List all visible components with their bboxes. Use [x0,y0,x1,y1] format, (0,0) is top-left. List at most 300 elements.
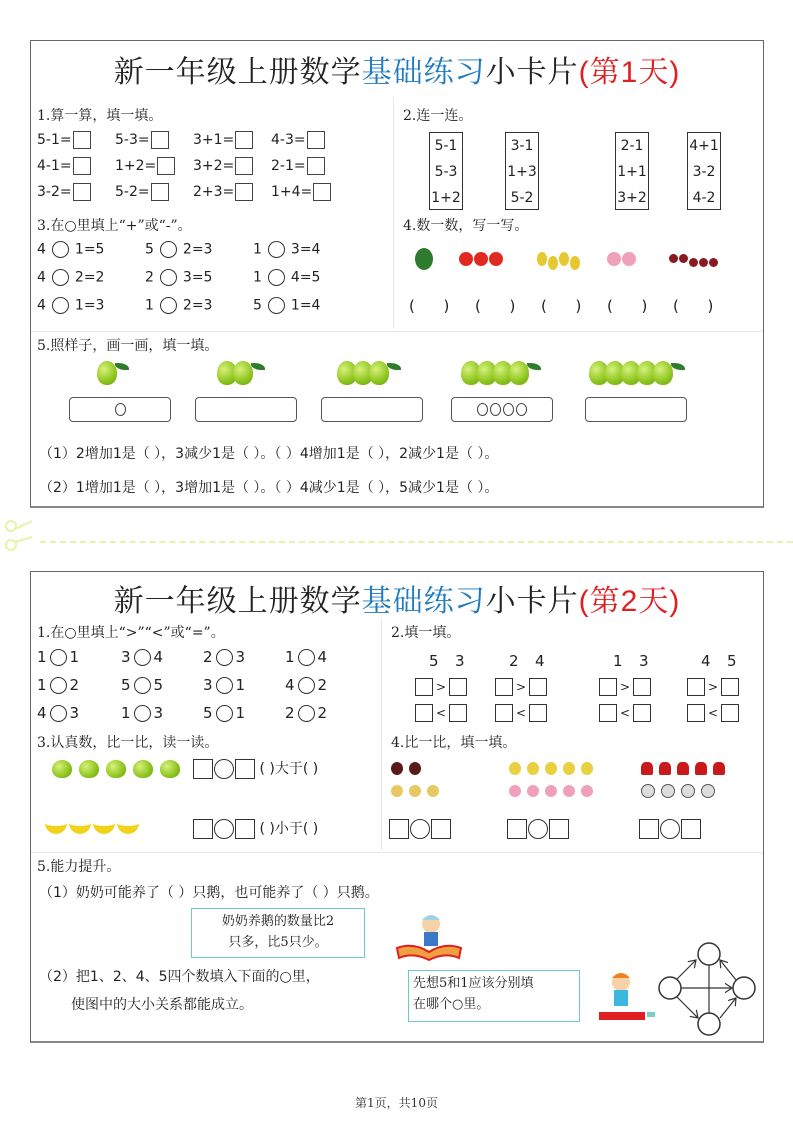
operand-result: 4=5 [290,269,321,286]
answer-box[interactable] [415,678,433,696]
equation [37,157,91,175]
sample-circle [490,403,501,416]
gt-sign: > [708,679,719,694]
operator-circle[interactable] [160,241,177,258]
equation [271,131,325,149]
operand: 1 [145,297,154,314]
hat-row [641,758,731,777]
equation [37,183,91,201]
card-title [31,47,763,91]
scissors-icon [4,517,34,553]
compare-item [203,676,245,694]
match-item[interactable]: 1+1 [617,164,647,180]
watermelon-group-icon [415,248,434,270]
pear-icon [548,256,558,270]
compare-circle[interactable] [216,705,233,722]
operator-circle[interactable] [268,269,285,286]
cut-line [40,541,793,543]
answer-box[interactable] [599,704,617,722]
answer-box[interactable] [313,183,331,201]
q5-line-1[interactable]: （1）2增加1是（ ），3减少1是（ ）。（ ）4增加1是（ ），2减少1是（ ）。 [39,446,499,462]
hat-icon [659,762,671,775]
chick-row [391,780,445,799]
compare-item [37,704,79,722]
answer-blank[interactable]: ( ) [673,297,714,315]
operator-circle[interactable] [268,297,285,314]
answer-box[interactable] [193,819,213,839]
left-number: 1 [121,704,131,722]
answer-box[interactable] [235,183,253,201]
apple-group [337,361,401,389]
leaf-icon [527,363,541,370]
left-number: 3 [203,676,213,694]
q2-heading: 2.填一填。 [391,625,461,641]
compare-item [285,676,327,694]
answer-box[interactable] [687,704,705,722]
compare-circle[interactable] [50,649,67,666]
operator-circle[interactable] [160,297,177,314]
equation [271,157,325,175]
answer-box[interactable] [633,704,651,722]
answer-blank[interactable]: ( ) [409,297,450,315]
answer-circle[interactable] [528,819,548,839]
pear-icon [581,762,593,775]
answer-box[interactable] [449,678,467,696]
compare-item [121,648,163,666]
apple-icon [133,760,153,778]
operand: 4 [37,269,46,286]
chick-icon [427,785,439,797]
pear-icon [559,252,569,266]
left-number: 1 [37,676,47,694]
left-number: 2 [203,648,213,666]
title-suffix: 小卡片 [485,585,579,618]
pear-icon [570,256,580,270]
match-group-2[interactable] [505,132,539,210]
number-pair: 5 [429,652,439,670]
operand: 4 [37,297,46,314]
equation [115,157,175,175]
less-row [687,704,739,722]
right-number: 5 [153,676,164,694]
pear-icon [509,762,521,775]
less-than-text[interactable]: ( )小于( ) [259,821,319,837]
hint-text: 先想5和1应该分别填 [413,976,534,991]
answer-box[interactable] [415,704,433,722]
cherry-icon [679,254,688,263]
less-row [415,704,467,722]
operator-equation [145,269,212,286]
operand-result: 1=3 [74,297,105,314]
operand-result: 2=3 [182,241,213,258]
divider [381,618,382,850]
answer-box[interactable] [73,131,91,149]
drawing-box[interactable] [451,397,553,422]
number-pair: 4 [535,652,545,670]
greater-row [495,678,547,696]
equation-text: 5-2= [115,184,150,200]
answer-box[interactable] [157,157,175,175]
answer-box[interactable] [151,183,169,201]
right-number: 3 [69,704,80,722]
equation-text: 2+3= [193,184,235,200]
answer-circle[interactable] [214,819,234,839]
banana-icon [45,812,67,834]
q5-line-1[interactable]: （1）奶奶可能养了（ ）只鹅，也可能养了（ ）只鹅。 [39,885,379,901]
title-prefix: 新一年级上册数学 [113,585,362,618]
cherry-group-icon [669,248,719,267]
peach-icon [527,785,539,797]
operator-circle[interactable] [52,269,69,286]
answer-blank[interactable]: ( ) [541,297,582,315]
owl-row [391,758,427,777]
pear-icon [545,762,557,775]
number-pair: 4 [701,652,711,670]
compare-small [193,818,318,839]
answer-box[interactable] [687,678,705,696]
q2-heading: 2.连一连。 [403,108,473,124]
chick-icon [409,785,421,797]
apple-row [45,760,180,782]
answer-box[interactable] [507,819,527,839]
answer-blank[interactable]: ( ) [607,297,648,315]
answer-box[interactable] [235,157,253,175]
answer-blank[interactable]: ( ) [475,297,516,315]
lt-sign: < [516,705,527,720]
operator-equation [37,269,104,286]
operator-circle[interactable] [52,297,69,314]
equation-text: 3+2= [193,158,235,174]
panda-icon [641,784,655,798]
match-group-4[interactable] [687,132,721,210]
equation [193,157,253,175]
operator-equation [253,241,320,258]
chick-icon [391,785,403,797]
operand: 2 [145,269,154,286]
q1-heading: 1.算一算，填一填。 [37,108,163,124]
equation-text: 2-1= [271,158,306,174]
peach-icon [607,252,621,266]
leaf-icon [387,363,401,370]
compare-item [203,704,245,722]
answer-box[interactable] [389,819,409,839]
gt-sign: > [620,679,631,694]
answer-box[interactable] [449,704,467,722]
q5-heading: 5.照样子，画一画，填一填。 [37,338,219,354]
owl-icon [391,762,403,775]
apple-group [589,361,685,389]
q5-line-2a: （2）把1、2、4、5四个数填入下面的○里， [39,969,320,985]
card-day-1 [30,40,764,508]
panda-icon [701,784,715,798]
number-relation-diagram[interactable] [656,940,756,1038]
hint-bubble-1 [191,908,365,958]
cherry-icon [689,258,698,267]
drawing-box[interactable] [321,397,423,422]
panda-row [641,780,721,799]
answer-circle[interactable] [660,819,680,839]
greater-than-text[interactable]: ( )大于( ) [259,761,319,777]
leaf-icon [671,363,685,370]
left-number: 5 [203,704,213,722]
compare-item [121,704,163,722]
gt-sign: > [436,679,447,694]
match-group-3[interactable] [615,132,649,210]
equation-text: 4-1= [37,158,72,174]
greater-row [687,678,739,696]
compare-circle[interactable] [298,677,315,694]
number-pair: 3 [455,652,465,670]
q4-heading: 4.数一数，写一写。 [403,218,529,234]
match-group-1[interactable] [429,132,463,210]
apple-icon [106,760,126,778]
title-suffix: 小卡片 [485,56,579,89]
operand: 4 [37,241,46,258]
answer-box[interactable] [235,819,255,839]
peach-icon [581,785,593,797]
hint-text: 在哪个○里。 [413,997,490,1012]
match-item[interactable]: 3+2 [617,190,647,206]
operator-circle[interactable] [268,241,285,258]
q5-heading: 5.能力提升。 [37,859,121,875]
equation [193,183,253,201]
answer-box[interactable] [529,678,547,696]
equation-text: 5-3= [115,132,150,148]
right-number: 4 [153,648,164,666]
page-number: 第1页，共10页 [355,1096,438,1110]
compare-circle[interactable] [50,677,67,694]
pear-group-icon [537,248,581,270]
operand: 5 [145,241,154,258]
match-item[interactable]: 1+2 [431,190,461,206]
operator-equation [145,241,212,258]
operand-result: 1=4 [290,297,321,314]
left-number: 2 [285,704,295,722]
answer-box[interactable] [193,759,213,779]
drawing-box[interactable] [69,397,171,422]
right-number: 3 [153,704,164,722]
compare-item [285,648,327,666]
less-row [495,704,547,722]
apple-icon [52,760,72,778]
banana-icon [93,812,115,834]
answer-box[interactable] [307,157,325,175]
left-number: 1 [285,648,295,666]
answer-box[interactable] [235,759,255,779]
lt-sign: < [436,705,447,720]
compare-item [285,704,327,722]
right-number: 4 [317,648,328,666]
operator-circle[interactable] [52,241,69,258]
left-number: 5 [121,676,131,694]
operand: 1 [253,241,262,258]
right-number: 1 [235,676,246,694]
apple-icon [653,361,673,385]
cherry-icon [709,258,718,267]
leaf-icon [115,363,129,370]
right-number: 1 [235,704,246,722]
apple-icon [369,361,389,385]
cherry-icon [669,254,678,263]
match-item[interactable]: 5-3 [434,164,458,180]
equation [271,183,331,201]
peach-icon [622,252,636,266]
q1-heading: 1.在○里填上“>”“<”或“=”。 [37,625,225,641]
hat-icon [695,762,707,775]
operand-result: 2=3 [182,297,213,314]
card-title [31,576,763,620]
number-pair: 1 [613,652,623,670]
apple-icon [233,361,253,385]
left-number: 3 [121,648,131,666]
operator-equation [253,297,320,314]
divider [31,331,763,332]
peach-row [509,780,599,799]
match-item[interactable]: 3-1 [510,138,534,154]
match-item[interactable]: 4-2 [692,190,716,206]
drawing-box[interactable] [585,397,687,422]
apple-icon [474,252,488,266]
hint-text: 只多，比5只少。 [228,935,328,950]
hint-text: 奶奶养鹅的数量比2 [221,914,335,929]
operator-equation [253,269,320,286]
equation-text: 5-1= [37,132,72,148]
answer-box[interactable] [235,131,253,149]
operator-equation [37,297,104,314]
right-number: 2 [317,676,328,694]
q4-heading: 4.比一比，填一填。 [391,735,517,751]
less-row [599,704,651,722]
match-item[interactable]: 4+1 [689,138,719,154]
greater-row [415,678,467,696]
apple-icon [459,252,473,266]
title-highlight: 基础练习 [361,585,486,618]
match-item[interactable]: 2-1 [620,138,644,154]
peach-icon [563,785,575,797]
compare-circle[interactable] [50,705,67,722]
apple-icon [79,760,99,778]
answer-box[interactable] [307,131,325,149]
answer-box[interactable] [495,678,513,696]
equation-text: 3-2= [37,184,72,200]
apple-group [461,361,541,389]
panda-icon [681,784,695,798]
divider [393,97,394,329]
compare-circle[interactable] [298,649,315,666]
apple-group [217,361,265,389]
q5-line-2[interactable]: （2）1增加1是（ ），3增加1是（ ）。（ ）4减少1是（ ），5减少1是（ ）。 [39,480,499,496]
boy-reading-illustration [393,908,463,964]
answer-circle[interactable] [410,819,430,839]
compare-circle[interactable] [216,677,233,694]
gt-sign: > [516,679,527,694]
answer-box[interactable] [151,131,169,149]
left-number: 4 [37,704,47,722]
apple-icon [97,361,117,385]
peach-group-icon [607,248,637,267]
match-item[interactable]: 3-2 [692,164,716,180]
answer-box[interactable] [495,704,513,722]
right-number: 2 [69,676,80,694]
compare-circle[interactable] [134,677,151,694]
drawing-box[interactable] [195,397,297,422]
match-item[interactable]: 1+3 [507,164,537,180]
owl-icon [409,762,421,775]
answer-box[interactable] [73,183,91,201]
operand-result: 3=4 [290,241,321,258]
equation-text: 4-3= [271,132,306,148]
apple-group-icon [459,248,504,267]
cherry-icon [699,258,708,267]
hint-bubble-2 [408,970,580,1022]
answer-circle[interactable] [214,759,234,779]
answer-box[interactable] [681,819,701,839]
right-number: 2 [317,704,328,722]
watermelon-icon [415,248,433,270]
answer-box[interactable] [599,678,617,696]
equation [115,131,169,149]
equation [115,183,169,201]
peach-icon [545,785,557,797]
title-day: (第1天) [578,56,681,89]
q3-heading: 3.认真数，比一比，读一读。 [37,735,219,751]
girl-reading-illustration [591,968,661,1028]
compare-circle[interactable] [298,705,315,722]
left-number: 1 [37,648,47,666]
answer-box[interactable] [633,678,651,696]
operand: 1 [253,269,262,286]
pear-row [509,758,599,777]
right-number: 3 [235,648,246,666]
operator-circle[interactable] [160,269,177,286]
left-number: 4 [285,676,295,694]
equation [37,131,91,149]
lt-sign: < [620,705,631,720]
answer-box[interactable] [431,819,451,839]
compare-circle[interactable] [216,649,233,666]
compare-circle[interactable] [134,649,151,666]
equation-text: 3+1= [193,132,235,148]
answer-box[interactable] [639,819,659,839]
hat-icon [641,762,653,775]
answer-box[interactable] [529,704,547,722]
compare-circle[interactable] [134,705,151,722]
answer-box[interactable] [73,157,91,175]
match-item[interactable]: 5-2 [510,190,534,206]
operator-equation [145,297,212,314]
lt-sign: < [708,705,719,720]
compare-item [37,676,79,694]
equation-text: 1+4= [271,184,313,200]
leaf-icon [251,363,265,370]
right-number: 1 [69,648,80,666]
operand-result: 2=2 [74,269,105,286]
compare-item [37,648,79,666]
apple-icon [509,361,529,385]
answer-box[interactable] [721,678,739,696]
compare-answer [389,818,451,839]
q3-heading: 3.在○里填上“+”或“-”。 [37,218,192,234]
answer-box[interactable] [721,704,739,722]
answer-box[interactable] [549,819,569,839]
title-day: (第2天) [578,585,681,618]
match-item[interactable]: 5-1 [434,138,458,154]
sample-circle [503,403,514,416]
fruit-row [409,248,749,274]
number-pair: 2 [509,652,519,670]
number-pair: 3 [639,652,649,670]
sample-circle [516,403,527,416]
